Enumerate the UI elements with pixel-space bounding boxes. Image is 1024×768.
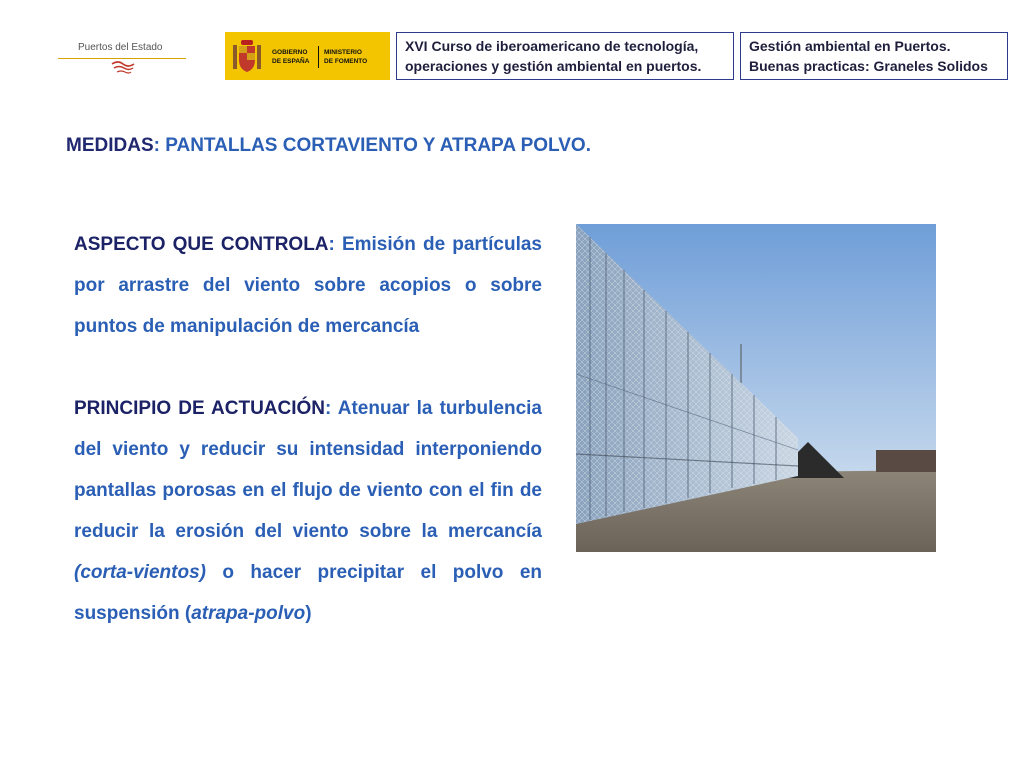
principio-text-3: )	[305, 603, 312, 624]
topic-line-2: Buenas practicas: Graneles Solidos	[749, 58, 988, 74]
gobierno-text: GOBIERNO DE ESPAÑA	[272, 49, 310, 65]
principio-italic-2: atrapa-polvo	[191, 603, 306, 624]
title-label: MEDIDAS	[66, 135, 154, 156]
logo-divider	[318, 46, 319, 68]
course-title-box	[396, 32, 734, 80]
ministerio-text: MINISTERIO DE FOMENTO	[324, 49, 368, 65]
coat-of-arms-icon	[232, 38, 262, 74]
aspecto-paragraph	[74, 224, 542, 347]
principio-label: PRINCIPIO DE ACTUACIÓN	[74, 398, 326, 419]
title-sep: :	[153, 135, 160, 156]
course-line-1: XVI Curso de iberoamericano de tecnología,	[405, 38, 699, 54]
org-logo-name: Puertos del Estado	[78, 42, 163, 53]
puertos-del-estado-logo	[58, 38, 186, 78]
title-text: PANTALLAS CORTAVIENTO Y ATRAPA POLVO.	[159, 135, 591, 156]
aspecto-text: Emisión de partículas por arrastre del viento sobre acopios o sobre puntos de manipulación de mercancía	[74, 234, 542, 337]
section-title	[66, 135, 591, 157]
aspecto-sep: :	[328, 234, 335, 255]
topic-box	[740, 32, 1008, 80]
aspecto-label: ASPECTO QUE CONTROLA	[74, 234, 329, 255]
topic-line-1: Gestión ambiental en Puertos.	[749, 38, 951, 54]
principio-paragraph	[74, 388, 542, 634]
wave-emblem-icon	[110, 58, 136, 74]
principio-sep: :	[325, 398, 332, 419]
course-line-2: operaciones y gestión ambiental en puertos.	[405, 58, 702, 74]
windbreak-fence-photo	[576, 224, 936, 552]
principio-text-1: Atenuar la turbulencia del viento y reducir su intensidad interponiendo pantallas porosas en el flujo de viento con el fin de reducir la erosión del viento sobre la mercancía	[74, 398, 542, 542]
gobierno-espana-logo	[225, 32, 390, 80]
principio-text-2: o hacer precipitar el polvo en suspensión (	[74, 562, 542, 624]
principio-italic-1: (corta-vientos)	[74, 562, 206, 583]
